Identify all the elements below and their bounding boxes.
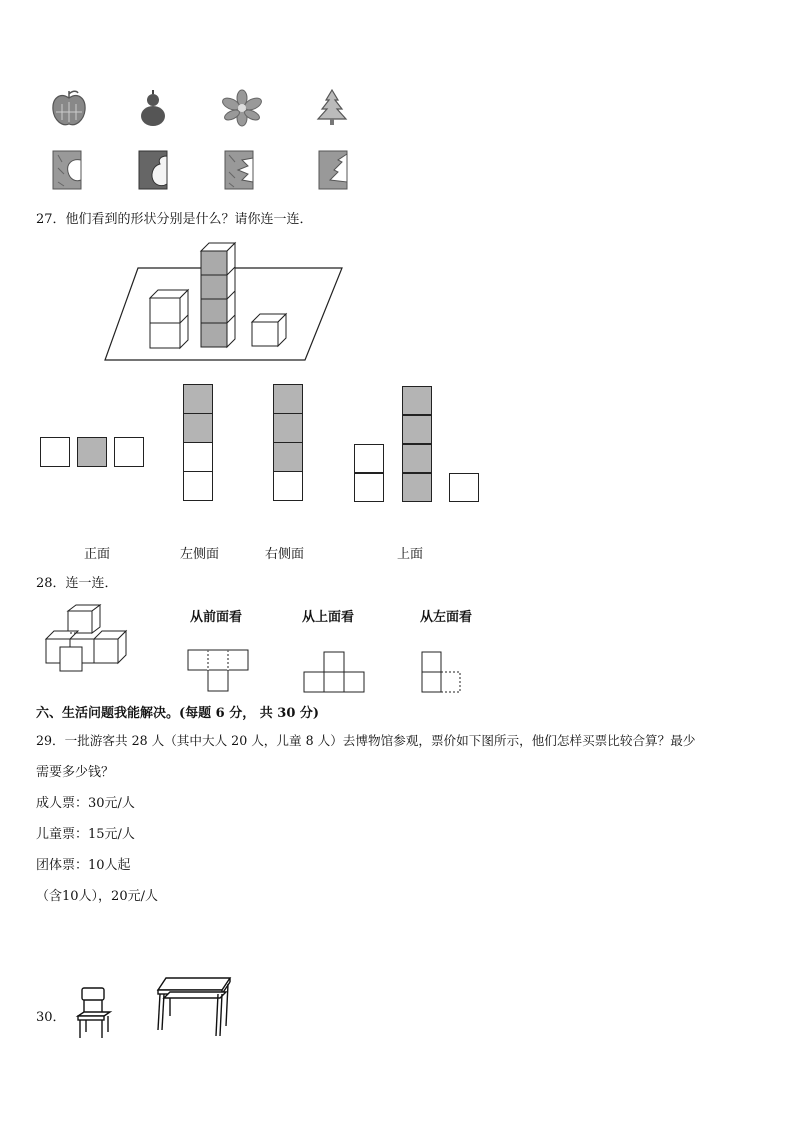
q30-number: 30． (36, 1010, 66, 1025)
chair-icon (74, 986, 114, 1042)
view-square (183, 384, 213, 414)
view-square (354, 444, 384, 473)
view-square (273, 471, 303, 501)
view-square (114, 437, 144, 467)
view-square (402, 444, 432, 473)
section6-title: 六、生活问题我能解决。(每题 6 分， 共 30 分) (36, 706, 320, 721)
view-square (77, 437, 107, 467)
view-square (183, 471, 213, 501)
view-from-left-label: 从左面看 (420, 610, 473, 625)
q27-3d-scene (100, 238, 350, 368)
price-group: 团体票：10人起 (36, 858, 131, 873)
price-child: 儿童票：15元/人 (36, 827, 135, 842)
flower-icon (222, 90, 262, 126)
q28-option-a[interactable] (186, 648, 256, 694)
q28-option-c[interactable] (420, 650, 466, 694)
view-square (354, 473, 384, 502)
view-from-top-label: 从上面看 (302, 610, 355, 625)
q29-line1: 29．一批游客共 28 人（其中大人 20 人，儿童 8 人）去博物馆参观，票价如下图所示，他们怎样买票比较合算？最少 (36, 733, 696, 748)
cutout-tree-icon (318, 150, 348, 190)
price-group-detail: （含10人），20元/人 (36, 889, 158, 904)
gourd-icon (138, 88, 168, 128)
view-square (183, 413, 213, 443)
view-square (273, 413, 303, 443)
view-square (402, 473, 432, 502)
q28-3d-figure (42, 603, 132, 675)
desk-icon (156, 976, 232, 1038)
view-square (273, 442, 303, 472)
view-from-front-label: 从前面看 (190, 610, 243, 625)
label-right-side: 右侧面 (265, 547, 305, 562)
cutout-flower-icon (224, 150, 254, 190)
q28-option-b[interactable] (303, 650, 369, 694)
q27-text: 27．他们看到的形状分别是什么？请你连一连． (36, 212, 313, 227)
view-square (402, 386, 432, 415)
label-top: 上面 (397, 547, 424, 562)
cutout-apple-icon (52, 150, 82, 190)
view-square (40, 437, 70, 467)
q29-line2: 需要多少钱？ (36, 765, 115, 780)
label-front: 正面 (84, 547, 111, 562)
tree-icon (316, 88, 348, 126)
label-left-side: 左侧面 (180, 547, 220, 562)
view-square (273, 384, 303, 414)
view-square (449, 473, 479, 502)
q28-text: 28．连一连． (36, 576, 118, 591)
apple-icon (50, 88, 88, 128)
view-square (183, 442, 213, 472)
price-adult: 成人票：30元/人 (36, 796, 135, 811)
view-square (402, 415, 432, 444)
cutout-gourd-icon (138, 150, 168, 190)
